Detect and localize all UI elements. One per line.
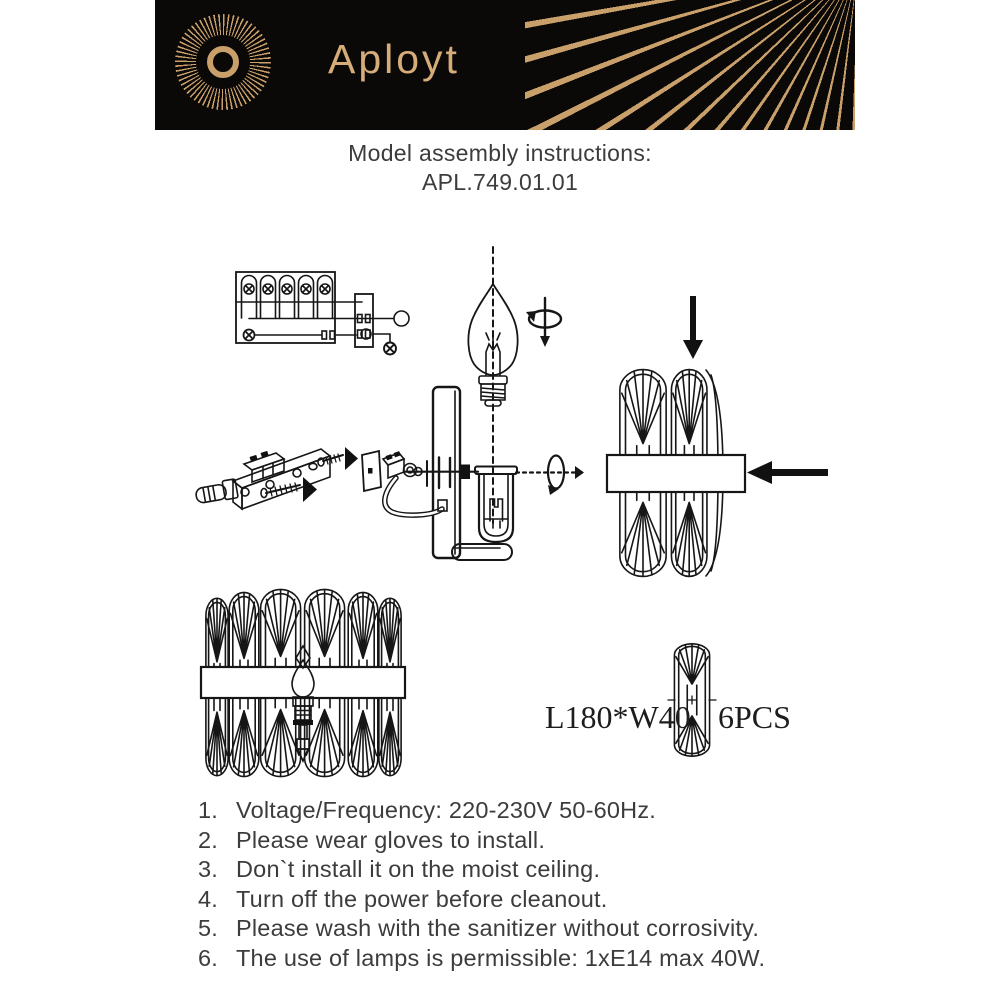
instruction-number: 2. [198, 826, 218, 853]
instruction-text: Voltage/Frequency: 220-230V 50-60Hz. [236, 797, 657, 823]
rotation-arrow-icon [526, 298, 561, 347]
crystal-size-label: L180*W40 [545, 699, 691, 735]
instruction-text: Don`t install it on the moist ceiling. [236, 856, 601, 883]
instruction-item [198, 885, 858, 915]
instruction-list [198, 796, 858, 974]
wall-plate-drawing [385, 387, 478, 558]
instruction-text: Please wash with the sanitizer without corrosivity. [236, 915, 760, 942]
brand-banner [155, 0, 855, 130]
instruction-text: Turn off the power before cleanout. [236, 885, 608, 912]
down-arrow-icon [683, 296, 703, 359]
brand-name: Aployt [328, 36, 460, 82]
instruction-item [198, 826, 858, 856]
crystal-count-label: 6PCS [718, 699, 791, 735]
instruction-number: 5. [198, 915, 218, 942]
instruction-text: Please wear gloves to install. [236, 826, 546, 853]
rotation-arrow-icon-2 [516, 456, 584, 496]
candle-bulb-drawing [468, 247, 517, 523]
starburst-logo-icon [175, 14, 271, 110]
corner-rays-decoration-icon [525, 0, 855, 130]
instruction-number: 4. [198, 885, 218, 912]
page-title: Model assembly instructions: [348, 140, 652, 166]
model-number: APL.749.01.01 [421, 169, 579, 195]
sconce-front-view-drawing [201, 589, 405, 776]
instruction-number: 3. [198, 856, 218, 883]
instruction-item [198, 796, 858, 826]
socket-cup-drawing [452, 467, 517, 561]
instruction-item [198, 944, 858, 974]
instruction-item [198, 855, 858, 885]
wiring-diagram [236, 272, 409, 355]
instruction-number: 1. [198, 797, 218, 823]
left-arrow-icon [747, 461, 828, 484]
mounting-bracket-drawing [195, 447, 422, 509]
instruction-number: 6. [198, 944, 218, 971]
instruction-text: The use of lamps is permissible: 1xE14 max 40W. [236, 944, 766, 971]
instruction-item [198, 914, 858, 944]
sconce-side-view-drawing [607, 296, 828, 576]
title-block [0, 139, 1000, 197]
